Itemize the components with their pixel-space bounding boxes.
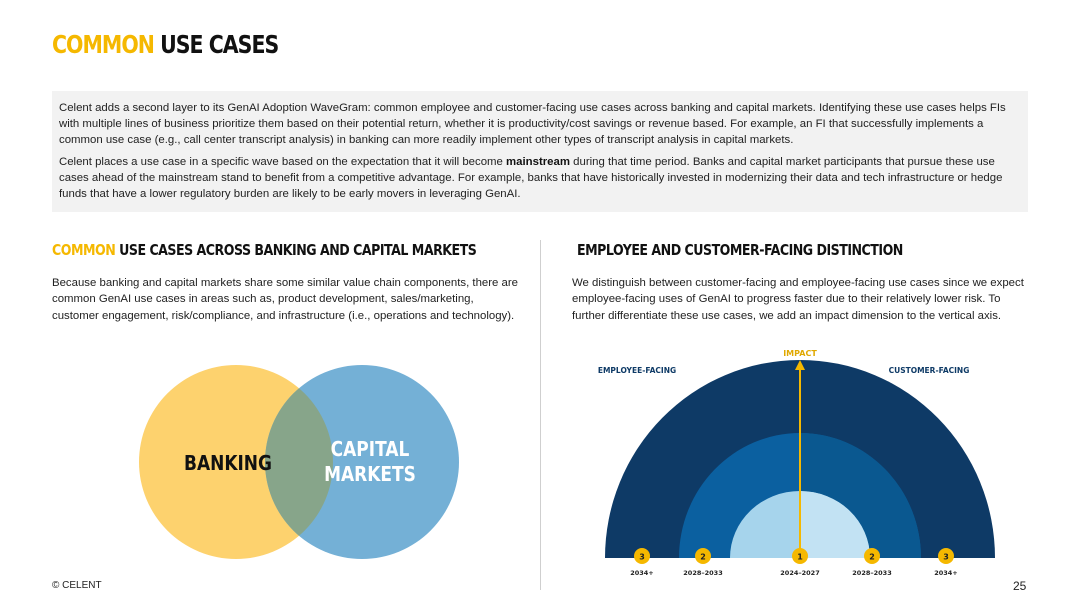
- title-rest: USE CASES: [153, 30, 279, 59]
- venn-diagram: [130, 360, 470, 570]
- right-section-heading: EMPLOYEE AND CUSTOMER-FACING DISTINCTION: [577, 241, 903, 259]
- impact-label: IMPACT: [783, 349, 817, 358]
- intro-paragraph-2: [59, 154, 1020, 202]
- customer-facing-label: CUSTOMER-FACING: [888, 366, 970, 375]
- wave-marker-label: 2028–2033: [683, 569, 723, 577]
- right-section-text: We distinguish between customer-facing and employee-facing use cases since we expect employee-facing uses of GenAI to progress faster due to their relatively lower risk. To further differentiate these use cases, we add an impact dimension to the vertical axis.: [572, 277, 1024, 322]
- venn-capital-label-1: CAPITAL: [330, 438, 410, 462]
- wave-marker-number: 3: [943, 552, 949, 562]
- left-section-text: Because banking and capital markets share some similar value chain components, there are common GenAI use cases in areas such as, product development, sales/marketing, customer engagement, risk/compliance, and infrastructure (i.e., operations and technology).: [52, 277, 518, 322]
- left-heading-accent: COMMON: [52, 241, 116, 259]
- wave-marker-label: 2034+: [630, 569, 654, 577]
- wave-marker-label: 2024–2027: [780, 569, 820, 577]
- wave-marker-number: 3: [639, 552, 645, 562]
- wavegram-diagram: [595, 342, 1005, 582]
- left-heading-rest: USE CASES ACROSS BANKING AND CAPITAL MARKETS: [115, 241, 477, 259]
- venn-banking-label: BANKING: [184, 452, 272, 476]
- wave-marker-label: 2028–2033: [852, 569, 892, 577]
- intro-p2-bold: mainstream: [506, 156, 570, 168]
- intro-p2-before: Celent places a use case in a specific wave based on the expectation that it will become: [59, 156, 507, 168]
- wave-marker-number: 2: [700, 552, 706, 562]
- employee-facing-label: EMPLOYEE-FACING: [597, 366, 677, 375]
- intro-box: [52, 91, 1028, 212]
- page-title: [52, 30, 278, 59]
- title-accent: COMMON: [52, 30, 154, 59]
- wave-marker-number: 2: [869, 552, 875, 562]
- venn-capital-label-2: MARKETS: [324, 463, 416, 487]
- page-number: 25: [1013, 579, 1027, 593]
- left-section-heading: [52, 241, 476, 259]
- footer-copyright: © CELENT: [52, 580, 102, 591]
- wave-marker-number: 1: [797, 552, 803, 562]
- intro-p2-after: during that time period. Banks and capital market participants that pursue these use cases ahead of the mainstream stand to benefit from a competitive advantage. For example, banks that have historically invested in modernizing their data and tech infrastructure or hedge funds that have a lower regulatory burden are likely to be early movers in leveraging GenAI.: [59, 156, 1003, 200]
- section-divider: [540, 240, 541, 590]
- wave-marker-label: 2034+: [934, 569, 958, 577]
- intro-paragraph-1: Celent adds a second layer to its GenAI Adoption WaveGram: common employee and customer-facing use cases across banking and capital markets. Identifying these use cases helps FIs with multiple lines of business prioritize them based on their potential return, whether it is productivity/cost savings or revenue based. For example, an FI that successfully implements a common use case (e.g., call center transcript analysis) in banking can more readily implement other types of transcript analysis in capital markets.: [59, 102, 1006, 146]
